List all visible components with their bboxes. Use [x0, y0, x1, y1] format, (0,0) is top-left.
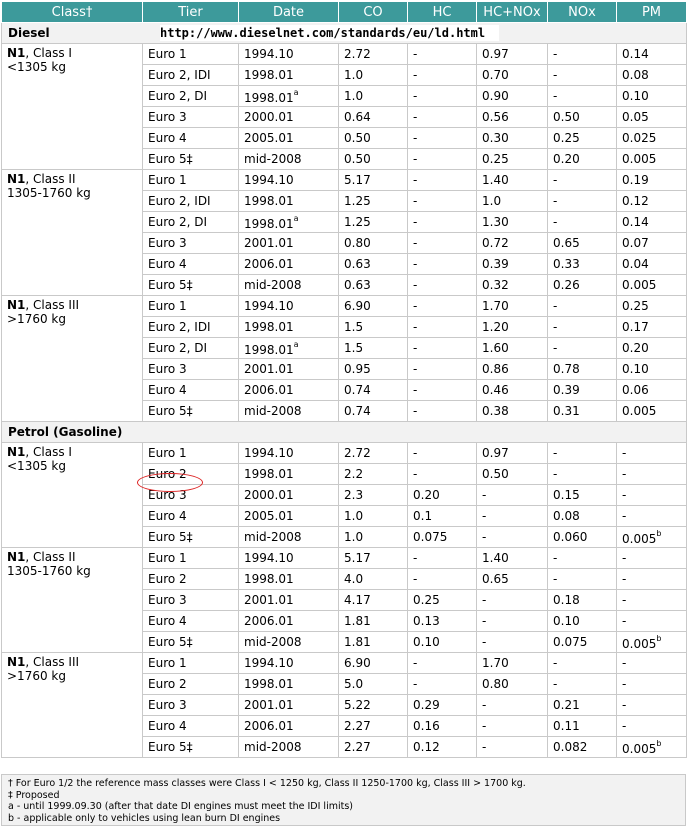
co-cell: 5.22 [339, 695, 408, 716]
nox-cell: - [548, 191, 617, 212]
date-cell: 2000.01 [239, 107, 339, 128]
header-class: Class† [2, 2, 143, 23]
hc-cell: 0.075 [408, 527, 477, 548]
hc-cell: 0.13 [408, 611, 477, 632]
date-cell: 2001.01 [239, 359, 339, 380]
class-name: , Class I [25, 46, 72, 60]
hc-nox-cell: 0.65 [477, 569, 548, 590]
date-cell: 2006.01 [239, 254, 339, 275]
pm-cell: 0.08 [617, 65, 687, 86]
hc-nox-cell: 0.80 [477, 674, 548, 695]
section-title: Diesel [2, 23, 687, 44]
pm-cell: - [617, 506, 687, 527]
date-cell: 2006.01 [239, 611, 339, 632]
nox-cell: - [548, 443, 617, 464]
class-mass: 1305-1760 kg [7, 564, 91, 578]
hc-cell: - [408, 317, 477, 338]
hc-cell: 0.16 [408, 716, 477, 737]
class-code: N1 [7, 550, 26, 564]
hc-cell: - [408, 569, 477, 590]
pm-cell: - [617, 716, 687, 737]
date-cell: 1998.01 [239, 464, 339, 485]
co-cell: 0.74 [339, 380, 408, 401]
date-cell: mid-2008 [239, 149, 339, 170]
hc-cell: 0.20 [408, 485, 477, 506]
nox-cell: - [548, 44, 617, 65]
co-cell: 1.25 [339, 212, 408, 233]
tier-cell: Euro 5‡ [143, 527, 239, 548]
nox-cell: 0.060 [548, 527, 617, 548]
co-cell: 0.95 [339, 359, 408, 380]
hc-nox-cell: - [477, 716, 548, 737]
hc-cell: - [408, 128, 477, 149]
date-cell: 2005.01 [239, 128, 339, 149]
footnote-marker: b [656, 739, 662, 748]
tier-cell: Euro 3 [143, 359, 239, 380]
tier-cell: Euro 4 [143, 611, 239, 632]
class-mass: <1305 kg [7, 459, 66, 473]
co-cell: 1.0 [339, 527, 408, 548]
vehicle-class-cell [2, 170, 143, 296]
header-tier: Tier [143, 2, 239, 23]
pm-cell: 0.005 [617, 149, 687, 170]
co-cell: 5.17 [339, 548, 408, 569]
pm-cell: 0.10 [617, 359, 687, 380]
co-cell: 1.0 [339, 65, 408, 86]
hc-nox-cell: 0.30 [477, 128, 548, 149]
nox-cell: 0.10 [548, 611, 617, 632]
class-code: N1 [7, 298, 26, 312]
tier-cell: Euro 1 [143, 44, 239, 65]
hc-nox-cell: 0.72 [477, 233, 548, 254]
tier-cell: Euro 5‡ [143, 401, 239, 422]
hc-nox-cell: 1.40 [477, 548, 548, 569]
class-name: , Class II [25, 172, 76, 186]
hc-nox-cell: 1.0 [477, 191, 548, 212]
hc-nox-cell: 1.60 [477, 338, 548, 359]
nox-cell: - [548, 338, 617, 359]
hc-nox-cell: 0.46 [477, 380, 548, 401]
footnote-double-dagger: ‡ Proposed [8, 789, 60, 801]
pm-cell: - [617, 485, 687, 506]
hc-nox-cell: 0.39 [477, 254, 548, 275]
hc-nox-cell: - [477, 611, 548, 632]
date-cell [239, 212, 339, 233]
pm-cell: 0.04 [617, 254, 687, 275]
tier-cell: Euro 1 [143, 443, 239, 464]
table-header [2, 2, 687, 23]
tier-cell: Euro 4 [143, 128, 239, 149]
pm-cell: 0.07 [617, 233, 687, 254]
hc-nox-cell: 1.20 [477, 317, 548, 338]
co-cell: 2.72 [339, 44, 408, 65]
hc-nox-cell: 0.38 [477, 401, 548, 422]
nox-cell: - [548, 86, 617, 107]
tier-cell: Euro 2, DI [143, 212, 239, 233]
table-row [2, 443, 687, 464]
class-code: N1 [7, 172, 26, 186]
class-name: , Class II [25, 550, 76, 564]
hc-cell: - [408, 275, 477, 296]
footnote-b: b - applicable only to vehicles using lean burn DI engines [8, 812, 281, 824]
date-cell: mid-2008 [239, 632, 339, 653]
tier-cell: Euro 5‡ [143, 149, 239, 170]
date-cell: 1994.10 [239, 170, 339, 191]
date-cell: 1998.01 [239, 674, 339, 695]
header-hc-nox: HC+NOx [477, 2, 548, 23]
tier-cell: Euro 2 [143, 464, 239, 485]
co-cell: 0.50 [339, 149, 408, 170]
nox-cell: - [548, 653, 617, 674]
vehicle-class-cell [2, 44, 143, 170]
pm-cell: 0.005 [617, 275, 687, 296]
tier-cell: Euro 5‡ [143, 275, 239, 296]
tier-cell: Euro 1 [143, 170, 239, 191]
date-cell: mid-2008 [239, 737, 339, 758]
pm-cell: 0.20 [617, 338, 687, 359]
hc-nox-cell: 0.97 [477, 443, 548, 464]
nox-cell: 0.25 [548, 128, 617, 149]
hc-cell: - [408, 548, 477, 569]
tier-cell: Euro 4 [143, 380, 239, 401]
hc-nox-cell: - [477, 632, 548, 653]
hc-cell: - [408, 86, 477, 107]
pm-cell [617, 737, 687, 758]
hc-cell: - [408, 170, 477, 191]
hc-cell: - [408, 296, 477, 317]
co-cell: 0.63 [339, 275, 408, 296]
class-mass: >1760 kg [7, 312, 66, 326]
hc-nox-cell: - [477, 527, 548, 548]
footnote-marker: b [656, 634, 662, 643]
nox-cell: - [548, 569, 617, 590]
footnotes [1, 774, 686, 826]
date-cell: 1994.10 [239, 548, 339, 569]
hc-nox-cell: 0.97 [477, 44, 548, 65]
class-mass: >1760 kg [7, 669, 66, 683]
tier-cell: Euro 2, DI [143, 338, 239, 359]
co-cell: 1.81 [339, 611, 408, 632]
hc-cell: - [408, 149, 477, 170]
tier-cell: Euro 2, DI [143, 86, 239, 107]
hc-nox-cell: - [477, 485, 548, 506]
hc-nox-cell: 0.70 [477, 65, 548, 86]
pm-cell: - [617, 590, 687, 611]
pm-cell: 0.06 [617, 380, 687, 401]
nox-cell: 0.31 [548, 401, 617, 422]
hc-cell: 0.25 [408, 590, 477, 611]
pm-cell: 0.19 [617, 170, 687, 191]
hc-cell: - [408, 464, 477, 485]
date-cell: 1994.10 [239, 443, 339, 464]
date-cell: 1994.10 [239, 44, 339, 65]
hc-cell: - [408, 65, 477, 86]
pm-cell: 0.12 [617, 191, 687, 212]
pm-cell: - [617, 674, 687, 695]
footnote-marker: a [293, 340, 299, 349]
date-cell: mid-2008 [239, 401, 339, 422]
date-cell: 2001.01 [239, 233, 339, 254]
tier-cell: Euro 2 [143, 569, 239, 590]
pm-cell: - [617, 653, 687, 674]
vehicle-class-cell [2, 296, 143, 422]
co-cell: 5.17 [339, 170, 408, 191]
tier-cell: Euro 5‡ [143, 632, 239, 653]
header-hc: HC [408, 2, 477, 23]
hc-cell: - [408, 338, 477, 359]
nox-cell: 0.39 [548, 380, 617, 401]
nox-cell: - [548, 548, 617, 569]
co-cell: 1.0 [339, 86, 408, 107]
date-cell: 1998.01 [239, 65, 339, 86]
date-cell: 2006.01 [239, 716, 339, 737]
pm-cell: - [617, 611, 687, 632]
co-cell: 0.50 [339, 128, 408, 149]
date-cell: 2001.01 [239, 590, 339, 611]
nox-cell: 0.65 [548, 233, 617, 254]
hc-cell: - [408, 359, 477, 380]
date-cell: 1998.01 [239, 569, 339, 590]
co-cell: 1.25 [339, 191, 408, 212]
hc-nox-cell: 0.56 [477, 107, 548, 128]
hc-nox-cell: 0.32 [477, 275, 548, 296]
nox-cell: 0.78 [548, 359, 617, 380]
pm-cell: - [617, 695, 687, 716]
tier-cell: Euro 2, IDI [143, 65, 239, 86]
tier-cell: Euro 1 [143, 296, 239, 317]
hc-nox-cell: 1.40 [477, 170, 548, 191]
source-url[interactable]: http://www.dieselnet.com/standards/eu/ld.html [160, 25, 499, 41]
nox-cell: 0.18 [548, 590, 617, 611]
nox-cell: - [548, 170, 617, 191]
footnote-a: a - until 1999.09.30 (after that date DI engines must meet the IDI limits) [8, 801, 353, 812]
date-cell [239, 338, 339, 359]
hc-cell: 0.10 [408, 632, 477, 653]
pm-cell [617, 632, 687, 653]
tier-cell: Euro 5‡ [143, 737, 239, 758]
pm-value: 0.005 [622, 532, 657, 546]
table-row [2, 170, 687, 191]
table-body [2, 23, 687, 758]
co-cell: 6.90 [339, 653, 408, 674]
pm-cell: 0.17 [617, 317, 687, 338]
pm-value: 0.005 [622, 637, 657, 651]
footnote-marker: a [293, 214, 299, 223]
section-row [2, 422, 687, 443]
hc-nox-cell: 0.86 [477, 359, 548, 380]
emission-standards-table [1, 1, 687, 758]
nox-cell: 0.20 [548, 149, 617, 170]
hc-nox-cell: - [477, 506, 548, 527]
hc-cell: - [408, 401, 477, 422]
pm-cell [617, 527, 687, 548]
hc-nox-cell: - [477, 590, 548, 611]
footnote-marker: a [293, 88, 299, 97]
date-value: 1998.01 [244, 343, 294, 357]
pm-cell: - [617, 464, 687, 485]
class-mass: <1305 kg [7, 60, 66, 74]
hc-cell: - [408, 233, 477, 254]
date-cell: 2001.01 [239, 695, 339, 716]
hc-cell: 0.1 [408, 506, 477, 527]
hc-nox-cell: 1.70 [477, 653, 548, 674]
co-cell: 0.63 [339, 254, 408, 275]
co-cell: 2.27 [339, 737, 408, 758]
hc-cell: 0.12 [408, 737, 477, 758]
nox-cell: - [548, 65, 617, 86]
tier-cell: Euro 4 [143, 716, 239, 737]
co-cell: 4.0 [339, 569, 408, 590]
hc-cell: - [408, 653, 477, 674]
co-cell: 0.64 [339, 107, 408, 128]
pm-cell: - [617, 569, 687, 590]
date-cell: 1998.01 [239, 191, 339, 212]
class-name: , Class III [25, 298, 80, 312]
tier-cell: Euro 3 [143, 695, 239, 716]
co-cell: 2.2 [339, 464, 408, 485]
nox-cell: 0.082 [548, 737, 617, 758]
class-name: , Class I [25, 445, 72, 459]
pm-cell: 0.14 [617, 212, 687, 233]
tier-cell: Euro 2, IDI [143, 317, 239, 338]
tier-cell: Euro 1 [143, 548, 239, 569]
table-row [2, 548, 687, 569]
hc-nox-cell: 0.90 [477, 86, 548, 107]
tier-cell: Euro 2, IDI [143, 191, 239, 212]
nox-cell: - [548, 317, 617, 338]
date-cell: 1994.10 [239, 296, 339, 317]
tier-cell: Euro 3 [143, 233, 239, 254]
co-cell: 0.74 [339, 401, 408, 422]
date-value: 1998.01 [244, 91, 294, 105]
hc-cell: - [408, 254, 477, 275]
class-name: , Class III [25, 655, 80, 669]
tier-cell: Euro 3 [143, 107, 239, 128]
hc-cell: - [408, 107, 477, 128]
nox-cell: 0.21 [548, 695, 617, 716]
hc-cell: - [408, 443, 477, 464]
co-cell: 2.27 [339, 716, 408, 737]
tier-cell: Euro 3 [143, 485, 239, 506]
hc-nox-cell: - [477, 737, 548, 758]
pm-cell: 0.05 [617, 107, 687, 128]
tier-cell: Euro 4 [143, 254, 239, 275]
co-cell: 1.0 [339, 506, 408, 527]
header-pm: PM [617, 2, 687, 23]
co-cell: 2.72 [339, 443, 408, 464]
hc-cell: - [408, 191, 477, 212]
co-cell: 2.3 [339, 485, 408, 506]
footnote-marker: b [656, 529, 662, 538]
co-cell: 1.5 [339, 317, 408, 338]
nox-cell: - [548, 296, 617, 317]
class-mass: 1305-1760 kg [7, 186, 91, 200]
pm-value: 0.005 [622, 742, 657, 756]
class-code: N1 [7, 655, 26, 669]
vehicle-class-cell [2, 548, 143, 653]
nox-cell: 0.50 [548, 107, 617, 128]
co-cell: 0.80 [339, 233, 408, 254]
footnote-dagger: † For Euro 1/2 the reference mass classes were Class I < 1250 kg, Class II 1250-1700 kg, Class III > 1700 kg. [8, 778, 526, 789]
hc-cell: - [408, 212, 477, 233]
nox-cell: 0.15 [548, 485, 617, 506]
date-cell: mid-2008 [239, 527, 339, 548]
date-cell: 2005.01 [239, 506, 339, 527]
hc-nox-cell: 1.70 [477, 296, 548, 317]
date-cell: 2000.01 [239, 485, 339, 506]
nox-cell: 0.08 [548, 506, 617, 527]
highlight-circle [137, 473, 203, 492]
section-title: Petrol (Gasoline) [2, 422, 687, 443]
hc-nox-cell: - [477, 695, 548, 716]
header-nox: NOx [548, 2, 617, 23]
tier-cell: Euro 2 [143, 674, 239, 695]
hc-cell: - [408, 380, 477, 401]
date-cell: 2006.01 [239, 380, 339, 401]
hc-nox-cell: 0.50 [477, 464, 548, 485]
pm-cell: 0.005 [617, 401, 687, 422]
pm-cell: - [617, 443, 687, 464]
date-cell: 1994.10 [239, 653, 339, 674]
nox-cell: 0.11 [548, 716, 617, 737]
pm-cell: 0.10 [617, 86, 687, 107]
hc-nox-cell: 1.30 [477, 212, 548, 233]
co-cell: 1.5 [339, 338, 408, 359]
nox-cell: 0.26 [548, 275, 617, 296]
class-code: N1 [7, 445, 26, 459]
co-cell: 6.90 [339, 296, 408, 317]
date-cell [239, 86, 339, 107]
nox-cell: - [548, 212, 617, 233]
hc-cell: 0.29 [408, 695, 477, 716]
table-row [2, 296, 687, 317]
table-row [2, 44, 687, 65]
table-row [2, 653, 687, 674]
pm-cell: - [617, 548, 687, 569]
pm-cell: 0.14 [617, 44, 687, 65]
tier-cell: Euro 3 [143, 590, 239, 611]
header-co: CO [339, 2, 408, 23]
nox-cell: 0.33 [548, 254, 617, 275]
nox-cell: - [548, 464, 617, 485]
class-code: N1 [7, 46, 26, 60]
hc-cell: - [408, 44, 477, 65]
tier-cell: Euro 1 [143, 653, 239, 674]
date-cell: 1998.01 [239, 317, 339, 338]
pm-cell: 0.025 [617, 128, 687, 149]
nox-cell: 0.075 [548, 632, 617, 653]
pm-cell: 0.25 [617, 296, 687, 317]
hc-nox-cell: 0.25 [477, 149, 548, 170]
vehicle-class-cell [2, 653, 143, 758]
co-cell: 1.81 [339, 632, 408, 653]
hc-cell: - [408, 674, 477, 695]
co-cell: 4.17 [339, 590, 408, 611]
vehicle-class-cell [2, 443, 143, 548]
co-cell: 5.0 [339, 674, 408, 695]
nox-cell: - [548, 674, 617, 695]
tier-cell: Euro 4 [143, 506, 239, 527]
date-cell: mid-2008 [239, 275, 339, 296]
header-date: Date [239, 2, 339, 23]
date-value: 1998.01 [244, 217, 294, 231]
